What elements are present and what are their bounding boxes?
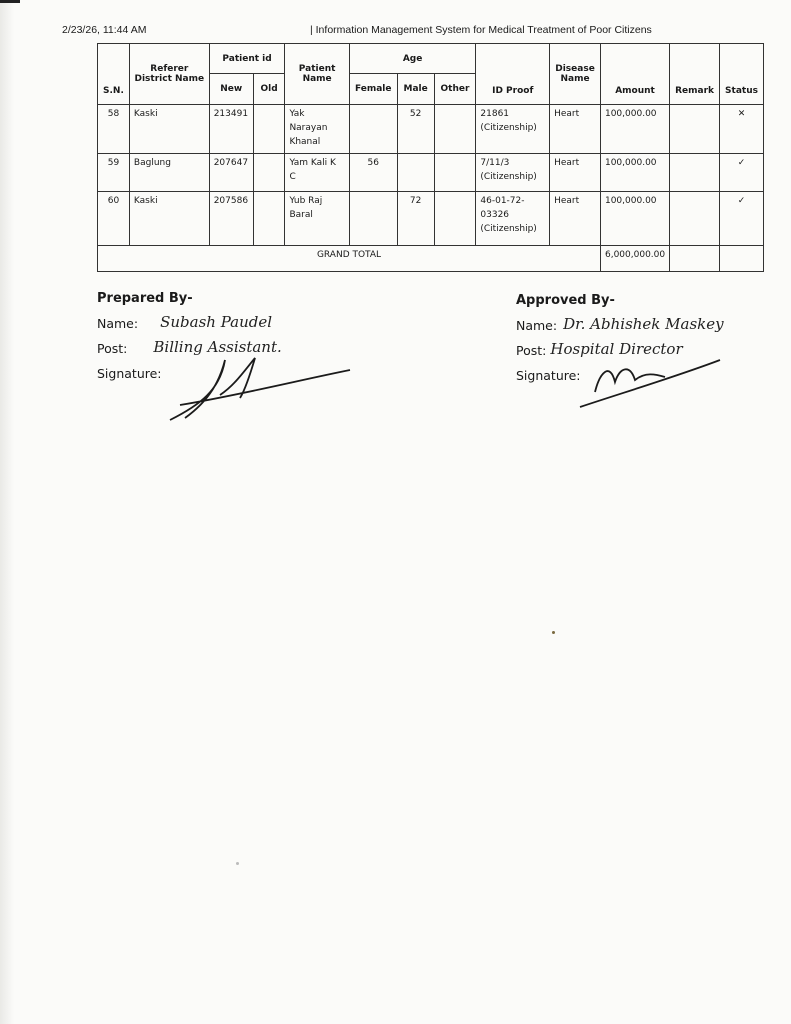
cell-amount: 100,000.00: [600, 105, 669, 154]
cell-amount: 100,000.00: [600, 153, 669, 191]
scan-speck: [552, 631, 555, 634]
header-status: Status: [720, 44, 764, 105]
header-disease-name: Disease Name: [550, 44, 601, 105]
grand-total-label: GRAND TOTAL: [98, 245, 601, 271]
cell-amount: 100,000.00: [600, 191, 669, 245]
cell-id-proof: 21861 (Citizenship): [476, 105, 550, 154]
scan-speck: [236, 862, 239, 865]
header-amount: Amount: [600, 44, 669, 105]
cell-id-proof: 46-01-72-03326 (Citizenship): [476, 191, 550, 245]
cell-patient-name: Yam Kali K C: [285, 153, 349, 191]
cell-disease: Heart: [550, 105, 601, 154]
cell-male-age: 52: [397, 105, 434, 154]
header-patient-id: Patient id: [209, 44, 285, 74]
prepared-signature-scribble: [160, 350, 360, 430]
cell-patient-name: Yub Raj Baral: [285, 191, 349, 245]
approved-signature-label: Signature:: [516, 368, 581, 383]
header-female: Female: [349, 74, 397, 105]
cell-status: ✕: [720, 105, 764, 154]
cell-other-age: [434, 153, 476, 191]
cell-female-age: [349, 105, 397, 154]
cell-old-id: [253, 191, 285, 245]
cell-sn: 59: [98, 153, 130, 191]
billing-table: [97, 43, 764, 272]
prepared-signature-label: Signature:: [97, 366, 162, 381]
header-remark: Remark: [670, 44, 720, 105]
cell-disease: Heart: [550, 191, 601, 245]
prepared-name-label: Name:: [97, 316, 139, 331]
cell-old-id: [253, 105, 285, 154]
header-male: Male: [397, 74, 434, 105]
cell-remark: [670, 105, 720, 154]
cell-district: Baglung: [129, 153, 209, 191]
cell-district: Kaski: [129, 191, 209, 245]
cell-remark: [670, 191, 720, 245]
approved-by-heading: Approved By-: [516, 293, 615, 308]
cell-sn: 58: [98, 105, 130, 154]
grand-total-row: [98, 245, 764, 271]
cell-disease: Heart: [550, 153, 601, 191]
prepared-by-heading: Prepared By-: [97, 291, 193, 306]
header-referer-district: Referer District Name: [129, 44, 209, 105]
cell-old-id: [253, 153, 285, 191]
header-other: Other: [434, 74, 476, 105]
cell-id-proof: 7/11/3 (Citizenship): [476, 153, 550, 191]
prepared-post-label: Post:: [97, 341, 128, 356]
header-old: Old: [253, 74, 285, 105]
header-id-proof: ID Proof: [476, 44, 550, 105]
cell-remark: [670, 153, 720, 191]
table-row: [98, 191, 764, 245]
cell-status: ✓: [720, 153, 764, 191]
cell-patient-name: Yak Narayan Khanal: [285, 105, 349, 154]
approved-name-label: Name:: [516, 318, 558, 333]
scan-corner-mark: [0, 0, 20, 3]
scan-edge-shadow: [0, 0, 14, 1024]
grand-total-status: [720, 245, 764, 271]
cell-other-age: [434, 191, 476, 245]
cell-new-id: 207647: [209, 153, 253, 191]
cell-new-id: 207586: [209, 191, 253, 245]
header-patient-name: Patient Name: [285, 44, 349, 105]
approved-signature-scribble: [575, 352, 725, 412]
table-row: [98, 105, 764, 154]
prepared-post-handwritten: Billing Assistant.: [153, 338, 282, 356]
table-row: [98, 153, 764, 191]
header-sn: S.N.: [98, 44, 130, 105]
header-age: Age: [349, 44, 476, 74]
approved-name-handwritten: Dr. Abhishek Maskey: [563, 315, 724, 333]
cell-male-age: 72: [397, 191, 434, 245]
cell-female-age: [349, 191, 397, 245]
prepared-name-handwritten: Subash Paudel: [160, 313, 273, 331]
approved-post-label: Post:: [516, 343, 547, 358]
document-title: | Information Management System for Medical Treatment of Poor Citizens: [310, 24, 652, 36]
cell-district: Kaski: [129, 105, 209, 154]
header-new: New: [209, 74, 253, 105]
cell-male-age: [397, 153, 434, 191]
approved-post-handwritten: Hospital Director: [550, 340, 683, 358]
cell-other-age: [434, 105, 476, 154]
cell-status: ✓: [720, 191, 764, 245]
cell-sn: 60: [98, 191, 130, 245]
cell-female-age: 56: [349, 153, 397, 191]
print-timestamp: 2/23/26, 11:44 AM: [62, 24, 147, 36]
cell-new-id: 213491: [209, 105, 253, 154]
grand-total-remark: [670, 245, 720, 271]
grand-total-value: 6,000,000.00: [600, 245, 669, 271]
